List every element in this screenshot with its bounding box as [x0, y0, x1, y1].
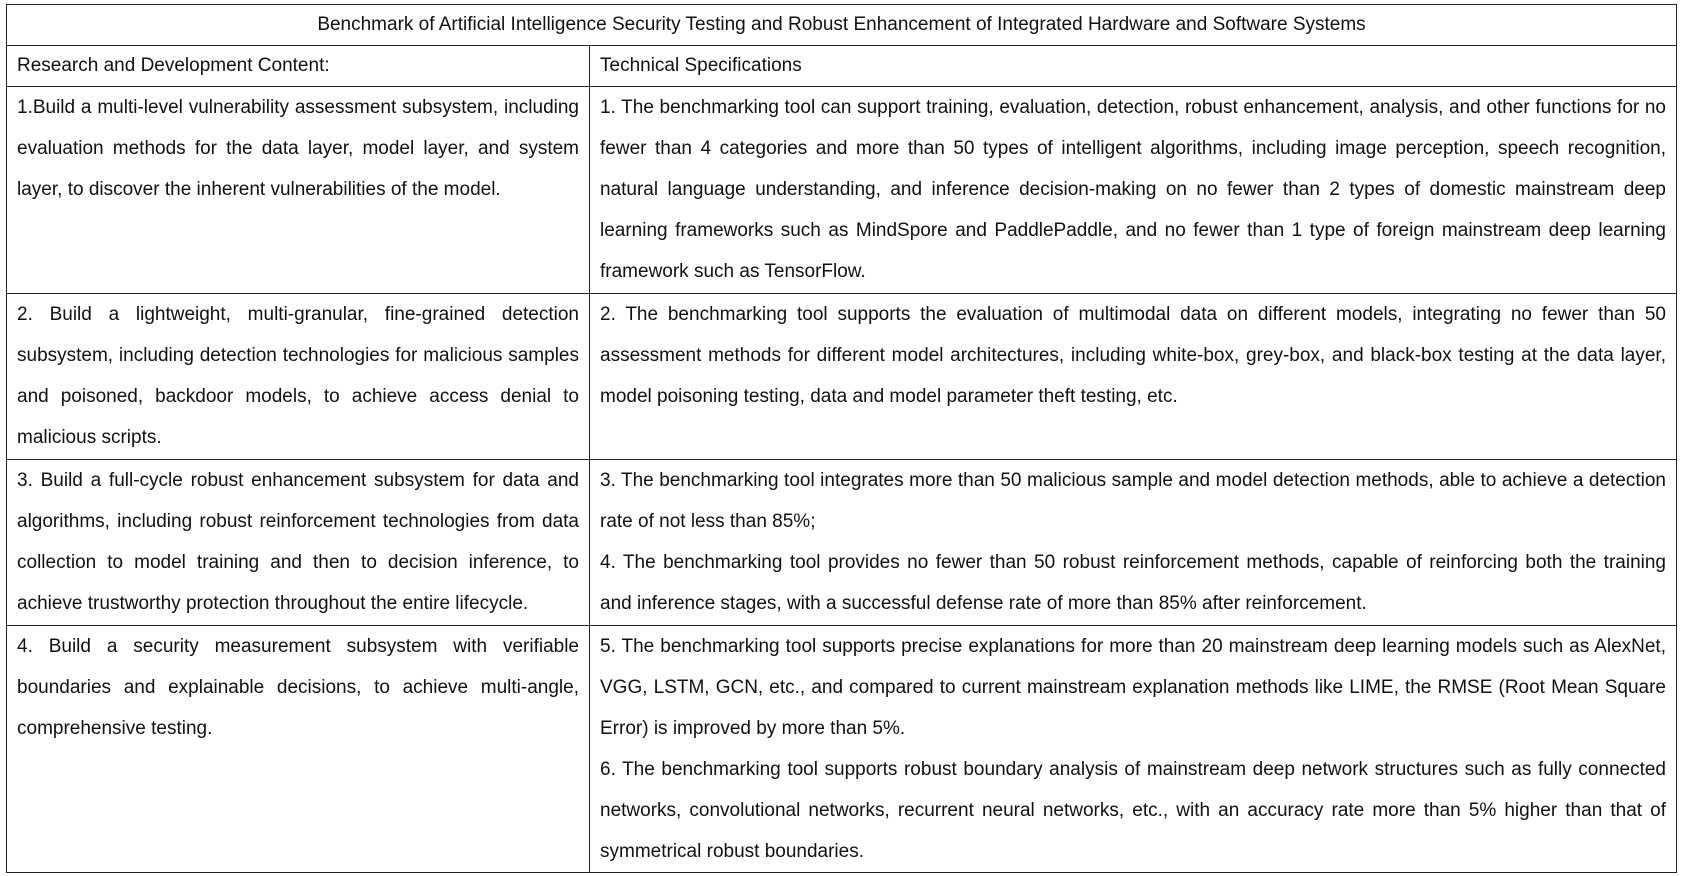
- header-research-content: Research and Development Content:: [7, 46, 590, 87]
- content-cell: [7, 626, 590, 873]
- content-cell: [7, 294, 590, 460]
- spec-paragraph: 6. The benchmarking tool supports robust boundary analysis of mainstream deep network structures such as fully connected networks, convolutional networks, recurrent neural networks, etc., with an accuracy rate more than 5% higher than that of symmetrical robust boundaries.: [600, 759, 1666, 862]
- content-paragraph: 3. Build a full-cycle robust enhancement subsystem for data and algorithms, including robust reinforcement technologies from data collection to model training and then to decision inference, to achieve trustworthy protection throughout the entire lifecycle.: [17, 470, 579, 614]
- spec-paragraph: 2. The benchmarking tool supports the evaluation of multimodal data on different models, integrating no fewer than 50 assessment methods for different model architectures, including white-box, grey-box, and black-box testing at the data layer, model poisoning testing, data and model parameter theft testing, etc.: [600, 304, 1666, 407]
- content-cell: [7, 87, 590, 294]
- content-paragraph: 1.Build a multi-level vulnerability assessment subsystem, including evaluation methods for the data layer, model layer, and system layer, to discover the inherent vulnerabilities of the model.: [17, 97, 579, 200]
- header-row: [7, 46, 1677, 87]
- spec-paragraph: 3. The benchmarking tool integrates more than 50 malicious sample and model detection methods, able to achieve a detection rate of not less than 85%;: [600, 470, 1666, 532]
- title-row: [7, 5, 1677, 46]
- header-technical-specifications: Technical Specifications: [590, 46, 1677, 87]
- spec-paragraph: 4. The benchmarking tool provides no fewer than 50 robust reinforcement methods, capable of reinforcing both the training and inference stages, with a successful defense rate of more than 85% after reinforcement.: [600, 552, 1666, 614]
- benchmark-document: [6, 4, 1676, 873]
- table-row: [7, 626, 1677, 873]
- table-row: [7, 460, 1677, 626]
- specs-cell: [590, 626, 1677, 873]
- table-row: [7, 294, 1677, 460]
- table-title: Benchmark of Artificial Intelligence Security Testing and Robust Enhancement of Integrated Hardware and Software Systems: [7, 5, 1677, 46]
- specs-cell: [590, 294, 1677, 460]
- table-row: [7, 87, 1677, 294]
- content-paragraph: 2. Build a lightweight, multi-granular, fine-grained detection subsystem, including detection technologies for malicious samples and poisoned, backdoor models, to achieve access denial to malicious scripts.: [17, 304, 579, 448]
- benchmark-table: [6, 4, 1677, 873]
- content-cell: [7, 460, 590, 626]
- specs-cell: [590, 460, 1677, 626]
- spec-paragraph: 1. The benchmarking tool can support training, evaluation, detection, robust enhancement, analysis, and other functions for no fewer than 4 categories and more than 50 types of intelligent algorithms, including image perception, speech recognition, natural language understanding, and inference decision-making on no fewer than 2 types of domestic mainstream deep learning frameworks such as MindSpore and PaddlePaddle, and no fewer than 1 type of foreign mainstream deep learning framework such as TensorFlow.: [600, 97, 1666, 282]
- spec-paragraph: 5. The benchmarking tool supports precise explanations for more than 20 mainstream deep learning models such as AlexNet, VGG, LSTM, GCN, etc., and compared to current mainstream explanation methods like LIME, the RMSE (Root Mean Square Error) is improved by more than 5%.: [600, 636, 1666, 739]
- content-paragraph: 4. Build a security measurement subsystem with verifiable boundaries and explainable decisions, to achieve multi-angle, comprehensive testing.: [17, 636, 579, 739]
- specs-cell: [590, 87, 1677, 294]
